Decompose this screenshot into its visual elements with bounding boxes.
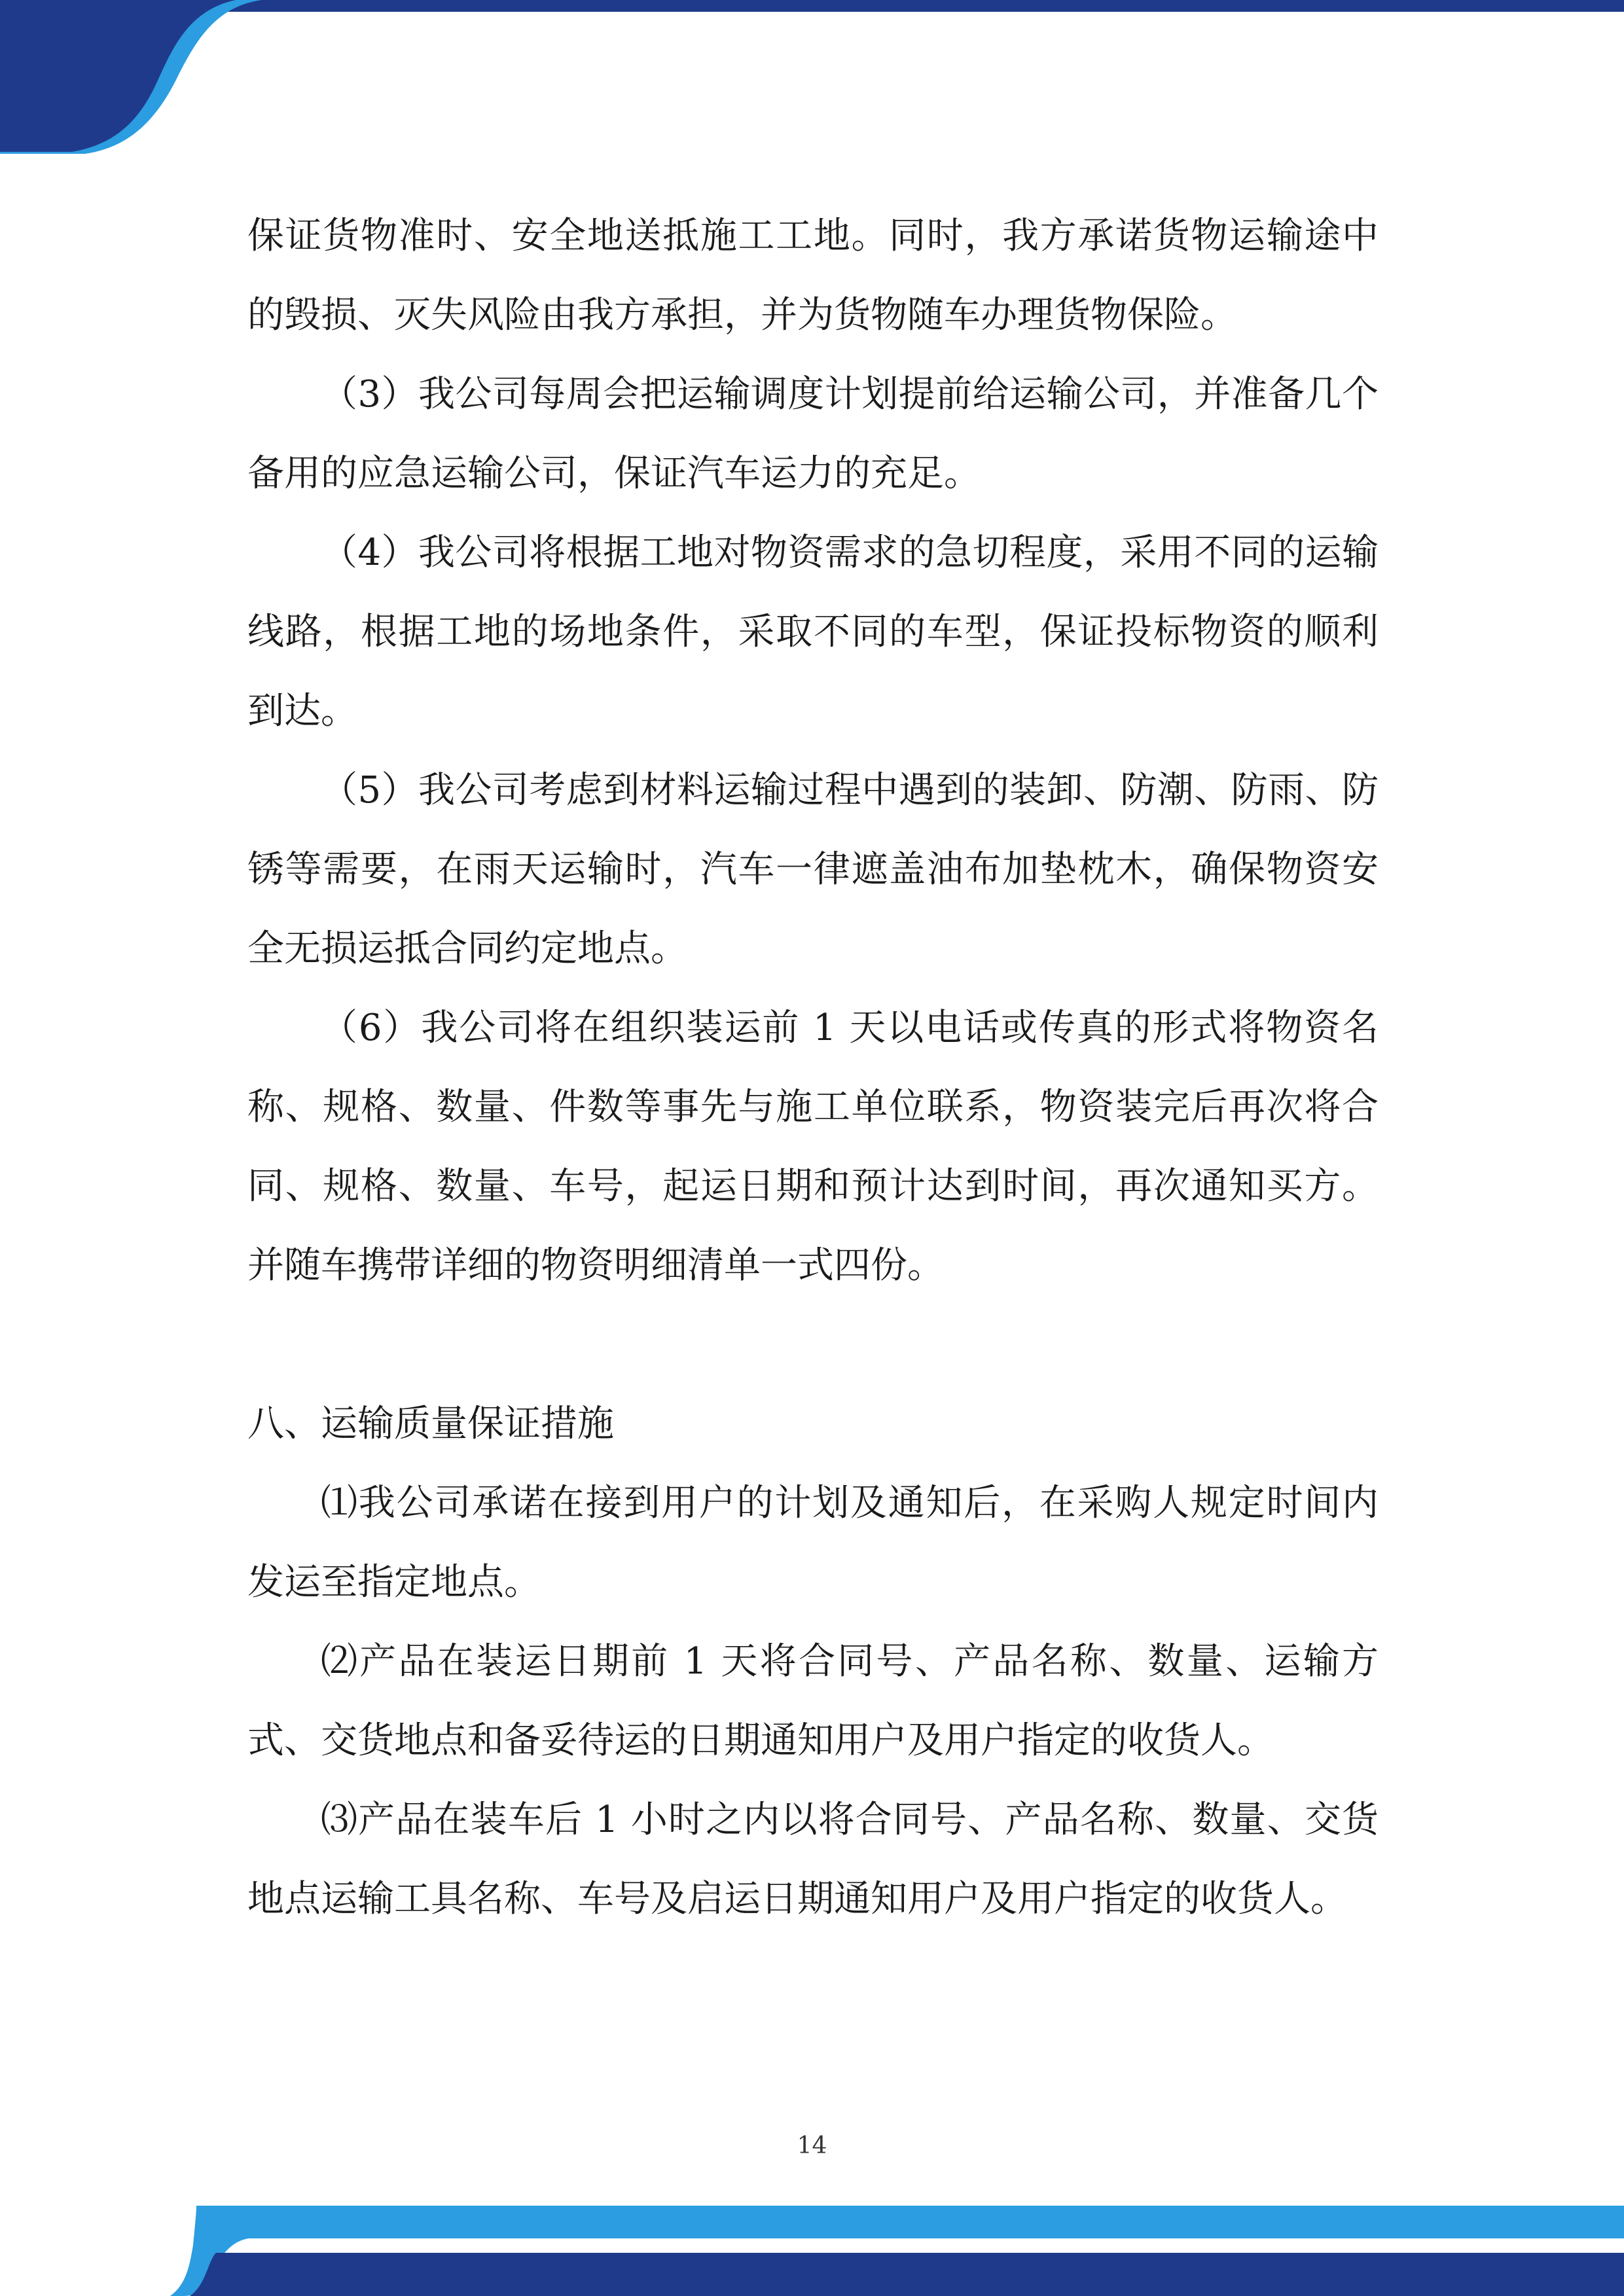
header-decoration [0, 0, 1624, 157]
document-body [247, 196, 1379, 1939]
quality-item-3: ⑶产品在装车后 1 小时之内以将合同号、产品名称、数量、交货地点运输工具名称、车号及启运日期通知用户及用户指定的收货人。 [247, 1799, 1379, 1920]
page-number: 14 [797, 2132, 827, 2159]
paragraph-item-5: （5）我公司考虑到材料运输过程中遇到的装卸、防潮、防雨、防锈等需要，在雨天运输时，汽车一律遮盖油布加垫枕木，确保物资安全无损运抵合同约定地点。 [247, 769, 1379, 970]
paragraph-item-3: （3）我公司每周会把运输调度计划提前给运输公司，并准备几个备用的应急运输公司，保证汽车运力的充足。 [247, 373, 1379, 495]
paragraph-continuation: 保证货物准时、安全地送抵施工工地。同时，我方承诺货物运输途中的毁损、灭失风险由我方承担，并为货物随车办理货物保险。 [247, 215, 1379, 336]
quality-item-1: ⑴我公司承诺在接到用户的计划及通知后，在采购人规定时间内发运至指定地点。 [247, 1482, 1379, 1604]
footer-decoration [0, 2206, 1624, 2296]
section-spacer [247, 1305, 1379, 1384]
section-heading: 八、运输质量保证措施 [247, 1403, 614, 1445]
paragraph-item-4: （4）我公司将根据工地对物资需求的急切程度，采用不同的运输线路，根据工地的场地条件，采取不同的车型，保证投标物资的顺利到达。 [247, 531, 1379, 732]
paragraph-item-6: （6）我公司将在组织装运前 1 天以电话或传真的形式将物资名称、规格、数量、件数等事先与施工单位联系，物资装完后再次将合同、规格、数量、车号，起运日期和预计达到时间，再次通知买方。并随车携带详细的物资明细清单一式四份。 [247, 1007, 1379, 1287]
quality-item-2: ⑵产品在装运日期前 1 天将合同号、产品名称、数量、运输方式、交货地点和备妥待运的日期通知用户及用户指定的收货人。 [247, 1640, 1379, 1762]
